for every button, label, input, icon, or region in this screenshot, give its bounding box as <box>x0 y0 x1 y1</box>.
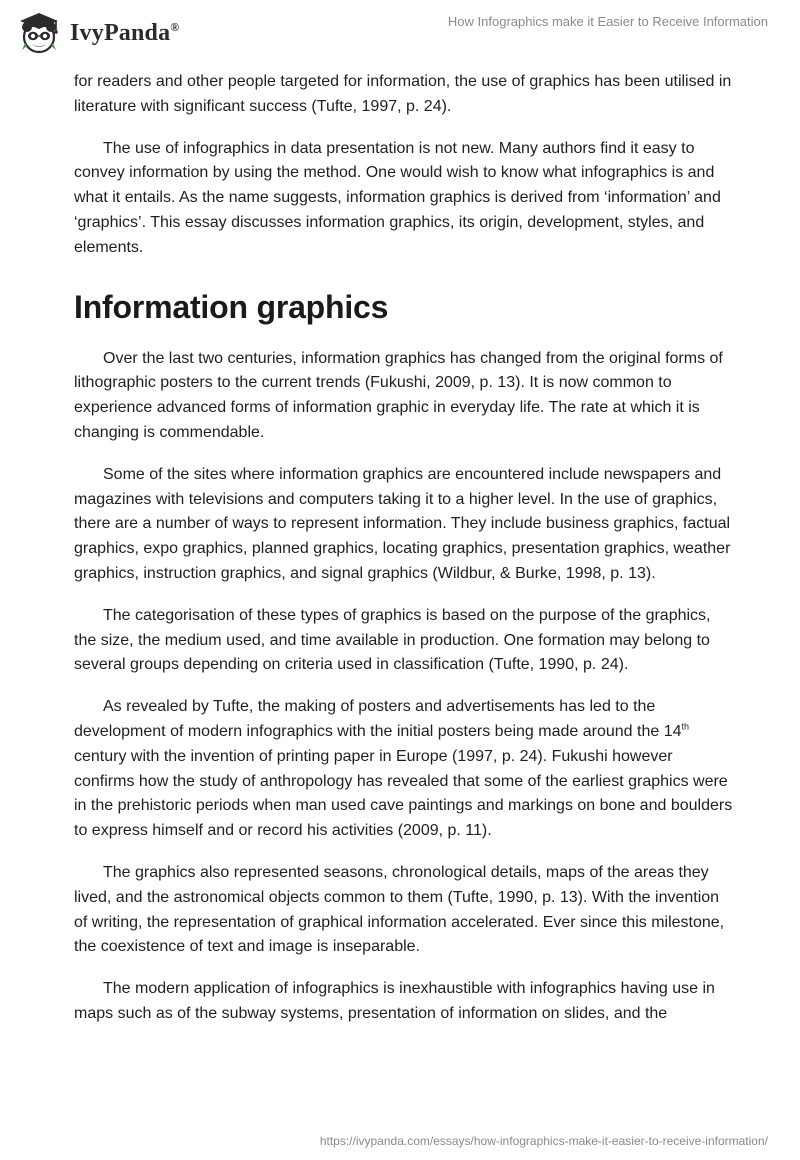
paragraph: The graphics also represented seasons, chronological details, maps of the areas they lived, and the astronomical objects common to them (Tufte, 1990, p. 13). With the invention of writing, the representation of graphical information accelerated. Ever since this milestone, the coexistence of text and image is inseparable. <box>74 863 725 956</box>
paragraph: The categorisation of these types of graphics is based on the purpose of the graphics, the size, the medium used, and time available in production. One formation may belong to several groups depending on criteria used in classification (Tufte, 1990, p. 24). <box>74 606 711 674</box>
registered-mark: ® <box>170 19 180 34</box>
paragraph: Over the last two centuries, information graphics has changed from the original forms of lithographic posters to the current trends (Fukushi, 2009, p. 13). It is now common to experience advanced forms of information graphic in everyday life. The rate at which it is changing is commendable. <box>74 349 723 441</box>
source-url[interactable]: https://ivypanda.com/essays/how-infographics-make-it-easier-to-receive-information/ <box>319 1134 768 1148</box>
page-header <box>0 0 800 64</box>
ivypanda-logo[interactable] <box>16 10 179 56</box>
panda-graduate-logo-icon <box>16 10 62 56</box>
ordinal-superscript: th <box>681 721 689 732</box>
paragraph-continuation: for readers and other people targeted for information, the use of graphics has been utilised in literature with significant success (Tufte, 1997, p. 24). <box>74 73 732 115</box>
section-heading: Information graphics <box>74 288 389 325</box>
essay-body <box>74 70 734 1044</box>
brand-name: IvyPanda® <box>70 19 180 46</box>
paragraph: The modern application of infographics is inexhaustible with infographics having use in maps such as of the subway systems, presentation of information on slides, and the <box>74 980 715 1022</box>
paragraph: Some of the sites where information graphics are encountered include newspapers and magazines with televisions and computers taking it to a higher level. In the use of graphics, there are a number of ways to represent information. They include business graphics, factual graphics, expo graphics, planned graphics, locating graphics, presentation graphics, weather graphics, instruction graphics, and signal graphics (Wildbur, & Burke, 1998, p. 13). <box>74 465 731 582</box>
paragraph: The use of infographics in data presentation is not new. Many authors find it easy to convey information by using the method. One would wish to know what infographics is and what it entails. As the name suggests, information graphics is derived from ‘information’ and ‘graphics’. This essay discusses information graphics, its origin, development, styles, and elements. <box>74 139 721 256</box>
document-title: How Infographics make it Easier to Receive Information <box>447 14 768 29</box>
paragraph-tufte <box>74 695 734 844</box>
paragraph-text: century with the invention of printing paper in Europe (1997, p. 24). Fukushi however confirms how the study of anthropology has revealed that some of the earliest graphics were in the prehistoric periods when man used cave paintings and markings on bone and boulders to express himself and or record his activities (2009, p. 11). <box>74 747 733 840</box>
paragraph-text: As revealed by Tufte, the making of posters and advertisements has led to the development of modern infographics with the initial posters being made around the 14 <box>74 698 682 740</box>
